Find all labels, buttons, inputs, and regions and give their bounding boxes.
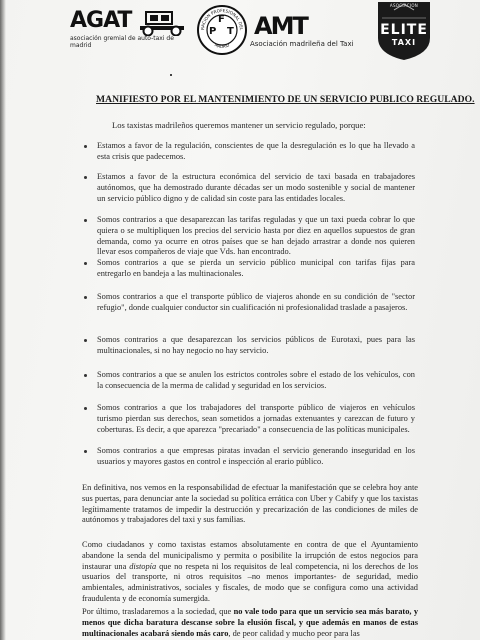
logo-row xyxy=(0,0,480,62)
list-item: Somos contrarios a que desaparezcan las tarifas reguladas y que un taxi pueda cobrar lo que quiera o se multipliquen los precios del servicio hasta por diez en aquellos supuestos de gran demanda, como ya ocurre en otros países que se han dejado arrastrar a donde nos quieren llevar esos compañeros de viaje que Vds. han encontrado. xyxy=(97,215,415,257)
list-item: Somos contrarios a que desaparezcan los servicios públicos de Eurotaxi, pues para las multinacionales, si no hay negocio no hay servicio. xyxy=(97,335,415,355)
agat-logo xyxy=(70,8,190,60)
fpt-ring-top-text: RACION PROFESIONAL DEL xyxy=(199,7,245,31)
paragraph-2-text-start: Como ciudadanos y como taxistas estamos absolutamente en contra de que el Ayuntamiento abandone la senda del municipalismo y permita o posibilite la irrupción de estos negocios para instaurar una xyxy=(82,540,418,571)
list-item: Somos contrarios a que empresas piratas invadan el servicio generando inseguridad en los usuarios y mayores gastos en control e inspección al erario público. xyxy=(97,446,415,466)
elite-top-text: ASOCIACION xyxy=(389,3,419,8)
amt-caption: Asociación madrileña del Taxi xyxy=(250,40,354,48)
fpt-letter-f: F xyxy=(218,14,225,25)
vintage-car-icon xyxy=(136,10,188,36)
intro-line: Los taxistas madrileños queremos mantener un servicio regulado, porque: xyxy=(112,120,366,130)
bullet-marker xyxy=(84,450,87,453)
bullet-marker xyxy=(84,145,87,148)
fpt-ring-bottom-text: MADRID xyxy=(213,42,231,50)
fpt-letter-t: T xyxy=(227,26,234,37)
page-edge-shadow xyxy=(0,0,6,640)
distopia-emphasis: distopía xyxy=(129,561,157,571)
paragraph-3-text-c: , de peor calidad y mucho peor para las xyxy=(228,628,360,638)
fpt-seal-icon xyxy=(196,4,248,56)
list-item: Somos contrarios a que se pierda un servicio público municipal con tarifas fijas para entregarlo en bandeja a las multinacionales. xyxy=(97,258,415,278)
document-title: MANIFIESTO POR EL MANTENIMIENTO DE UN SERVICIO PUBLICO REGULADO. xyxy=(96,94,475,105)
elite-taxi-logo xyxy=(372,0,436,62)
paragraph-2-text-end: que no respeta ni los requisitos de leal competencia, ni los derechos de los usuarios del transporte, ni otros requisitos –no menos importantes- de seguridad, medio ambientales, administrativos, sociales y fiscales, de modo que se configura como una actividad fraudulenta y de economía sumergida. xyxy=(82,561,418,603)
agat-caption: asociación gremial de auto-taxi de madrid xyxy=(70,35,174,49)
bullet-marker xyxy=(84,374,87,377)
amt-logo xyxy=(250,12,370,60)
agat-mark: AGAT xyxy=(70,8,132,33)
amt-mark: AMT xyxy=(254,12,307,40)
bullet-marker xyxy=(84,296,87,299)
closing-paragraph-1: En definitiva, nos vemos en la responsabilidad de efectuar la manifestación que se celebra hoy ante sus puertas, para denunciar ante la sociedad su política errática con Uber y Cabify y que los taxistas legítimamente tratamos de impedir la destrucción y precarización de las condiciones de miles de autónomos y trabajadores del taxi y sus familias. xyxy=(82,483,418,525)
list-item: Somos contrarios a que se anulen los estrictos controles sobre el estado de los vehículos, con la consecuencia de la merma de calidad y seguridad en los servicios. xyxy=(97,370,415,390)
paragraph-3-text-a: Por último, trasladaremos a la sociedad, que xyxy=(82,607,234,616)
fpt-logo xyxy=(196,4,248,56)
closing-paragraph-2 xyxy=(82,540,418,605)
bullet-marker xyxy=(84,407,87,410)
bullet-marker xyxy=(84,219,87,222)
list-item: Somos contrarios a que el transporte público de viajeros ahonde en su condición de "sector refugio", donde cualquier conductor sin cualificación ni profesionalidad traslade a pasajeros. xyxy=(97,292,415,312)
bullet-marker xyxy=(84,262,87,265)
elite-subtitle: TAXI xyxy=(391,38,417,47)
list-item: Estamos a favor de la estructura económica del servicio de taxi basada en trabajadores autónomos, que ha demostrado durante décadas ser un modo sostenible y social de mantener un servicio público digno y de calidad sin coste para las entidades locales. xyxy=(97,172,415,203)
paragraph-3-bold: no vale todo para que un servicio sea más barato, y menos que dicha baratura descanse sobre la elusión fiscal, y que además en manos de estas multinacionales acabará siendo más caro xyxy=(82,607,419,638)
list-item: Somos contrarios a que los trabajadores del transporte público de viajeros en vehículos turismo pierdan sus derechos, sean sometidos a jornadas extenuantes y carezcan de futuro y coberturas. Es decir, a que aparezca "precariado" a consecuencia de las políticas municipales. xyxy=(97,403,415,434)
closing-paragraph-3 xyxy=(82,607,418,639)
bullet-marker xyxy=(84,176,87,179)
list-item: Estamos a favor de la regulación, conscientes de que la desregulación es lo que ha llevado a esta crisis que padecemos. xyxy=(97,141,415,161)
bullet-marker xyxy=(84,339,87,342)
stray-mark xyxy=(170,74,172,76)
elite-wordmark: ELITE xyxy=(380,22,428,38)
fpt-letter-p: P xyxy=(209,26,217,37)
